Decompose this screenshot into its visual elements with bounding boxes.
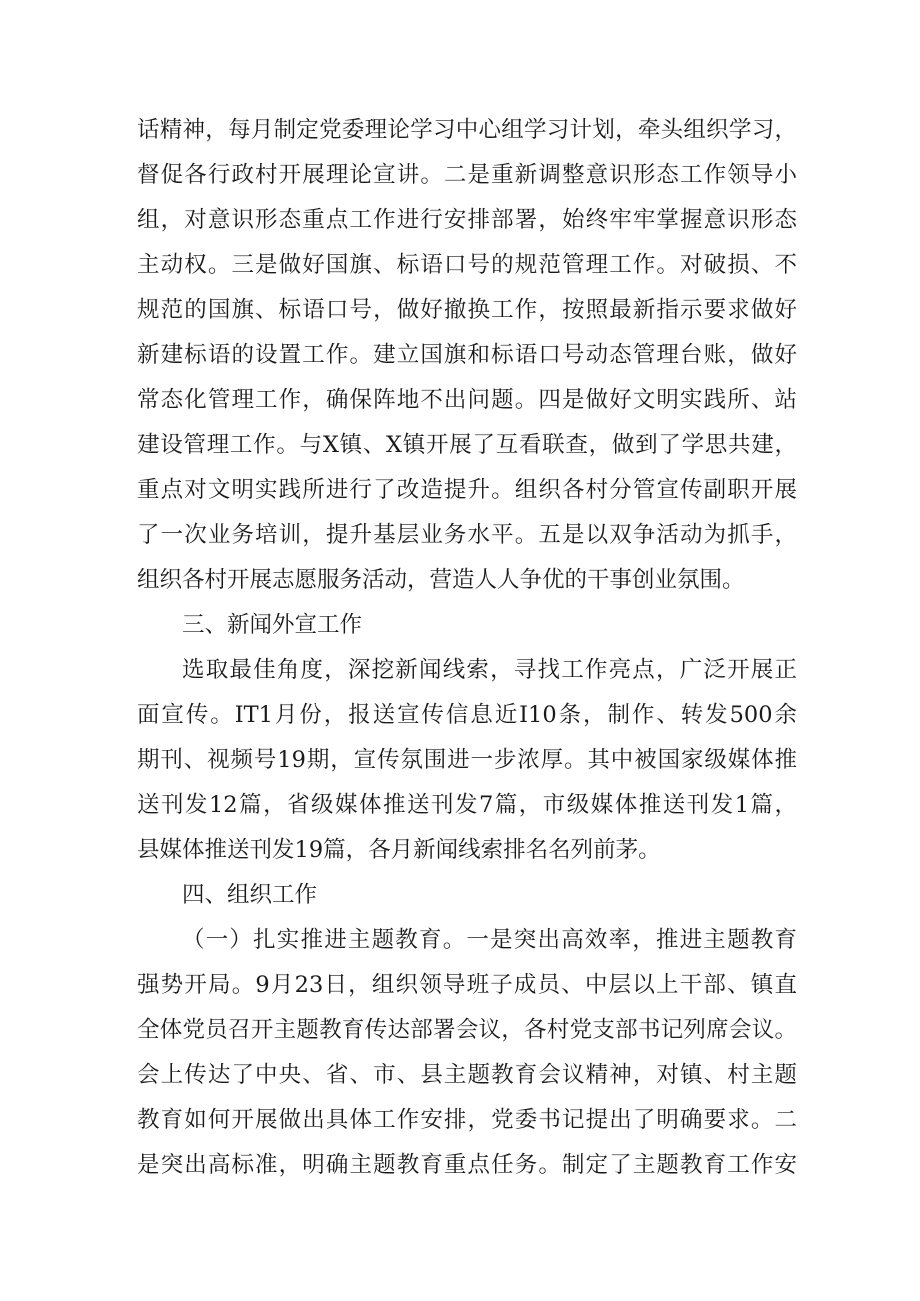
paragraph-line: 教育如何开展做出具体工作安排，党委书记提出了明确要求。二 bbox=[137, 1107, 797, 1133]
paragraph-line: （一）扎实推进主题教育。一是突出高效率，推进主题教育 bbox=[182, 927, 797, 953]
paragraph-line: 面宣传。IT1月份，报送宣传信息近I10条，制作、转发500余 bbox=[137, 702, 797, 728]
paragraph-line: 重点对文明实践所进行了改造提升。组织各村分管宣传副职开展 bbox=[137, 477, 797, 503]
section-heading: 三、新闻外宣工作 bbox=[182, 612, 363, 638]
paragraph-line: 组织各村开展志愿服务活动，营造人人争优的干事创业氛围。 bbox=[137, 567, 745, 593]
paragraph-line: 是突出高标准，明确主题教育重点任务。制定了主题教育工作安 bbox=[137, 1152, 797, 1178]
paragraph-line: 主动权。三是做好国旗、标语口号的规范管理工作。对破损、不 bbox=[137, 252, 797, 278]
paragraph-line: 规范的国旗、标语口号，做好撤换工作，按照最新指示要求做好 bbox=[137, 297, 797, 323]
paragraph-line: 县媒体推送刊发19篇，各月新闻线索排名名列前茅。 bbox=[137, 837, 661, 863]
paragraph-line: 督促各行政村开展理论宣讲。二是重新调整意识形态工作领导小 bbox=[137, 162, 797, 188]
paragraph-line: 组，对意识形态重点工作进行安排部署，始终牢牢掌握意识形态 bbox=[137, 207, 797, 233]
paragraph-line: 会上传达了中央、省、市、县主题教育会议精神，对镇、村主题 bbox=[137, 1062, 797, 1088]
paragraph-line: 常态化管理工作，确保阵地不出问题。四是做好文明实践所、站 bbox=[137, 387, 797, 413]
section-heading: 四、组织工作 bbox=[182, 882, 318, 908]
paragraph-line: 送刊发12篇，省级媒体推送刊发7篇，市级媒体推送刊发1篇， bbox=[137, 792, 797, 818]
paragraph-line: 强势开局。9月23日，组织领导班子成员、中层以上干部、镇直 bbox=[137, 972, 797, 998]
paragraph-line: 话精神，每月制定党委理论学习中心组学习计划，牵头组织学习， bbox=[137, 117, 797, 143]
paragraph-line: 选取最佳角度，深挖新闻线索，寻找工作亮点，广泛开展正 bbox=[182, 657, 797, 683]
paragraph-line: 建设管理工作。与X镇、X镇开展了互看联查，做到了学思共建， bbox=[137, 432, 797, 458]
paragraph-line: 了一次业务培训，提升基层业务水平。五是以双争活动为抓手， bbox=[137, 522, 797, 548]
paragraph-line: 全体党员召开主题教育传达部署会议，各村党支部书记列席会议。 bbox=[137, 1017, 797, 1043]
paragraph-line: 期刊、视频号19期，宣传氛围进一步浓厚。其中被国家级媒体推 bbox=[137, 747, 797, 773]
paragraph-line: 新建标语的设置工作。建立国旗和标语口号动态管理台账，做好 bbox=[137, 342, 797, 368]
